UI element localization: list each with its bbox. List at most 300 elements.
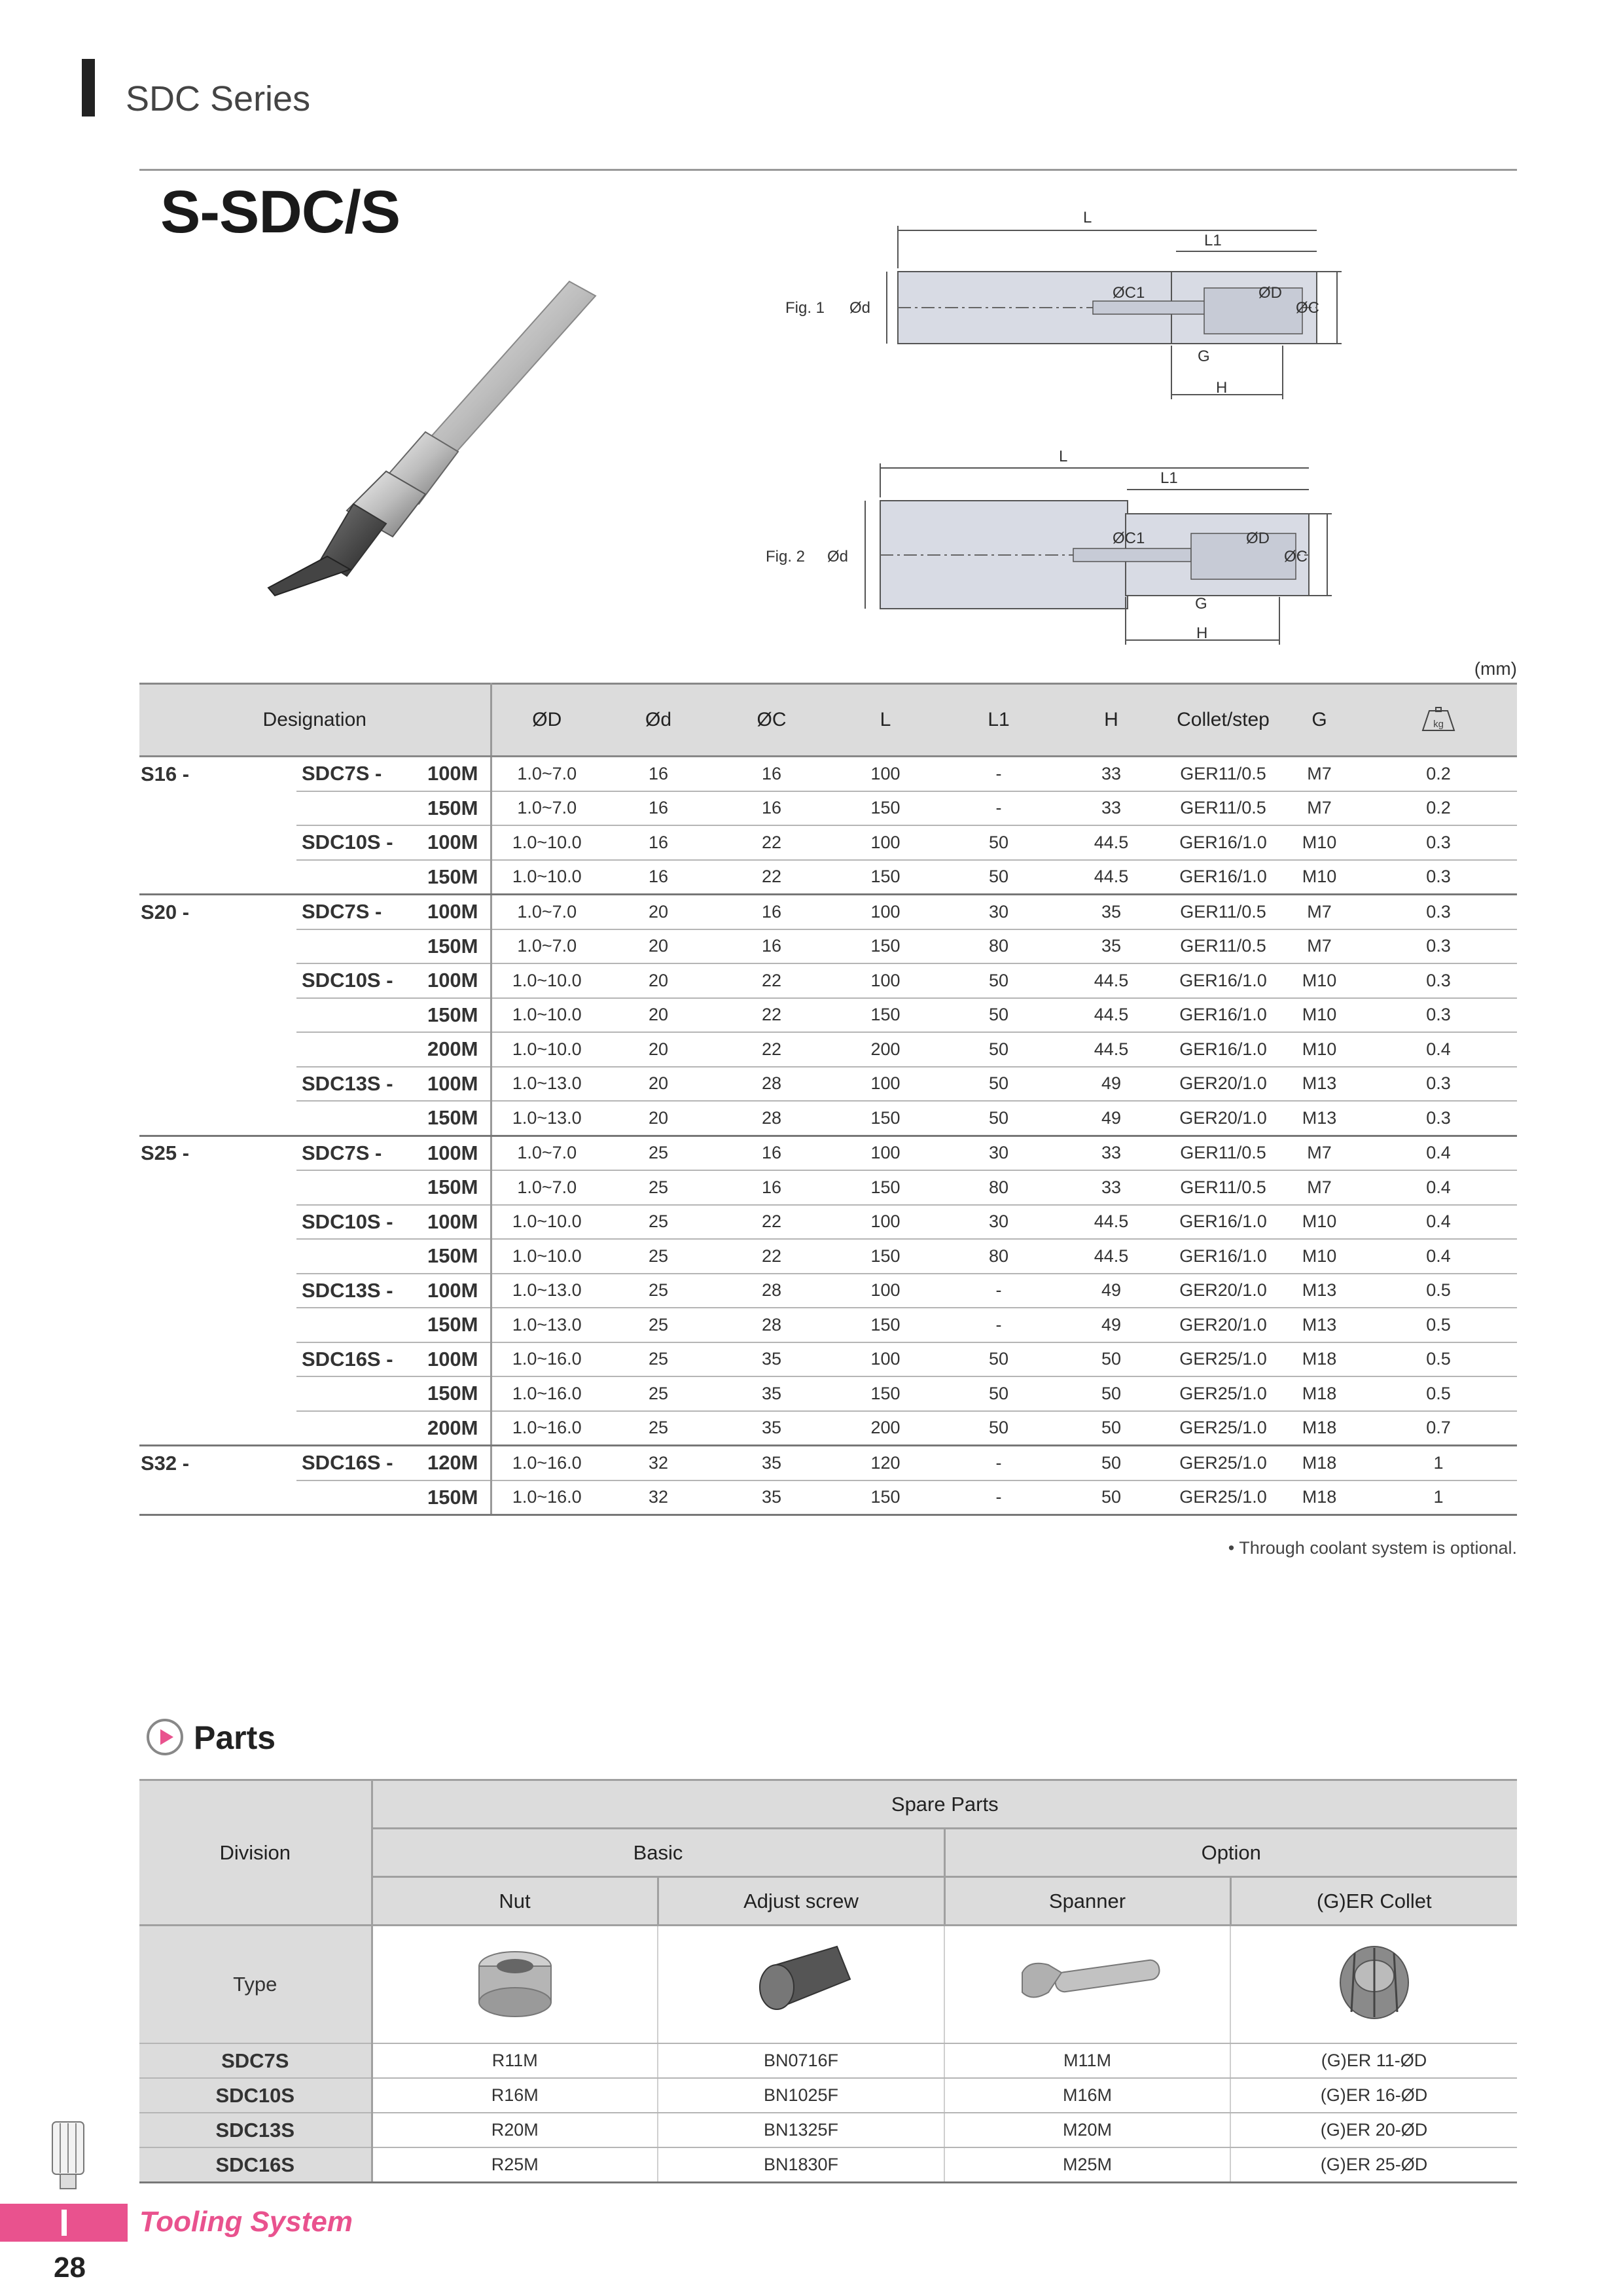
parts-type-row: [139, 1926, 1517, 2044]
cell-OD: 1.0~10.0: [491, 825, 602, 860]
collet-image: [1230, 1926, 1517, 2044]
cell-L: 150: [829, 1239, 942, 1274]
cell-L: 100: [829, 1067, 942, 1102]
cell-G: M10: [1279, 1032, 1360, 1067]
cell-collet-step: GER11/0.5: [1168, 1136, 1279, 1170]
model: SDC16S -: [296, 1446, 411, 1480]
parts-type-label: Type: [139, 1926, 372, 2044]
length-code: 100M: [411, 757, 491, 791]
cell-L1: -: [942, 1308, 1055, 1342]
cell-G: M7: [1279, 1170, 1360, 1205]
shank-size: [139, 825, 296, 860]
cell-OC: 22: [715, 998, 829, 1033]
cell-L1: -: [942, 1480, 1055, 1515]
length-code: 150M: [411, 929, 491, 964]
cell-weight: 0.5: [1360, 1342, 1517, 1377]
cell-G: M10: [1279, 1205, 1360, 1240]
model: [296, 1308, 411, 1342]
shank-size: [139, 929, 296, 964]
cell-collet-step: GER11/0.5: [1168, 929, 1279, 964]
cell-weight: 0.4: [1360, 1239, 1517, 1274]
cell-OC: 16: [715, 1136, 829, 1170]
cell-weight: 0.4: [1360, 1032, 1517, 1067]
cell-L1: 80: [942, 929, 1055, 964]
cell-L: 150: [829, 998, 942, 1033]
cell-L: 100: [829, 1274, 942, 1308]
model: [296, 1480, 411, 1515]
coolant-note: • Through coolant system is optional.: [1228, 1538, 1517, 1558]
parts-row: [139, 2078, 1517, 2113]
fig1-dim-d: Ød: [849, 299, 871, 317]
cell-OD: 1.0~13.0: [491, 1274, 602, 1308]
section-marker-bar: [82, 59, 95, 117]
nut-code: R20M: [372, 2113, 658, 2147]
shank-size: [139, 1032, 296, 1067]
cell-collet-step: GER16/1.0: [1168, 860, 1279, 895]
nut-code: R16M: [372, 2078, 658, 2113]
shank-size: S25 -: [141, 1141, 190, 1165]
cell-collet-step: GER11/0.5: [1168, 757, 1279, 791]
spanner-icon: [1009, 1946, 1166, 2018]
nut-image: [372, 1926, 658, 2044]
shank-size: [139, 1239, 296, 1274]
cell-L1: 50: [942, 825, 1055, 860]
cell-Od: 32: [602, 1480, 715, 1515]
cell-H: 33: [1055, 757, 1168, 791]
fig2-dim-H: H: [1196, 624, 1208, 642]
cell-OD: 1.0~10.0: [491, 1239, 602, 1274]
cell-OD: 1.0~13.0: [491, 1308, 602, 1342]
cell-H: 33: [1055, 1170, 1168, 1205]
cell-OD: 1.0~13.0: [491, 1067, 602, 1102]
header-divider: [139, 169, 1517, 171]
cell-G: M18: [1279, 1342, 1360, 1377]
cell-weight: 0.3: [1360, 963, 1517, 998]
length-code: 100M: [411, 1205, 491, 1240]
cell-G: M13: [1279, 1067, 1360, 1102]
cell-G: M18: [1279, 1446, 1360, 1480]
cell-Od: 25: [602, 1411, 715, 1446]
adjust-screw-code: BN1325F: [658, 2113, 944, 2147]
fig1-dim-G: G: [1198, 348, 1210, 365]
adjust-screw-icon: [745, 1940, 857, 2025]
collet-icon: [1329, 1940, 1420, 2025]
adjust-screw-code: BN0716F: [658, 2043, 944, 2078]
cell-weight: 0.3: [1360, 860, 1517, 895]
cell-H: 49: [1055, 1067, 1168, 1102]
parts-model: SDC7S: [139, 2043, 372, 2078]
cell-OC: 22: [715, 1032, 829, 1067]
col-designation: Designation: [139, 684, 491, 757]
col-OC: ØC: [715, 684, 829, 757]
weight-icon: [1420, 707, 1457, 733]
shank-size: [139, 791, 296, 826]
fig1-dim-C1: ØC1: [1113, 284, 1145, 302]
cell-OD: 1.0~16.0: [491, 1411, 602, 1446]
spec-row: [139, 860, 1517, 895]
cell-H: 50: [1055, 1446, 1168, 1480]
cell-L1: 80: [942, 1170, 1055, 1205]
fig1-dim-H: H: [1216, 379, 1228, 397]
shank-size: [139, 1308, 296, 1342]
cell-OD: 1.0~10.0: [491, 963, 602, 998]
cell-L1: 50: [942, 1032, 1055, 1067]
cell-weight: 0.5: [1360, 1308, 1517, 1342]
cell-collet-step: GER11/0.5: [1168, 1170, 1279, 1205]
cell-OD: 1.0~7.0: [491, 791, 602, 826]
cell-Od: 20: [602, 895, 715, 929]
cell-G: M10: [1279, 963, 1360, 998]
model: SDC10S -: [296, 1205, 411, 1240]
shank-size: [139, 860, 296, 895]
cell-L1: 50: [942, 963, 1055, 998]
fig2-dim-C1: ØC1: [1113, 529, 1145, 547]
length-code: 100M: [411, 825, 491, 860]
cell-OC: 16: [715, 791, 829, 826]
length-code: 150M: [411, 1101, 491, 1136]
spanner-code: M16M: [944, 2078, 1230, 2113]
model: SDC13S -: [296, 1067, 411, 1102]
cell-H: 50: [1055, 1480, 1168, 1515]
cell-collet-step: GER16/1.0: [1168, 825, 1279, 860]
shank-size: [139, 963, 296, 998]
fig1-dim-L: L: [1083, 209, 1092, 226]
cell-Od: 20: [602, 1032, 715, 1067]
cell-OC: 28: [715, 1308, 829, 1342]
cell-G: M7: [1279, 757, 1360, 791]
figure-2-label: Fig. 2: [766, 548, 806, 565]
cell-weight: 0.7: [1360, 1411, 1517, 1446]
length-code: 150M: [411, 791, 491, 826]
cell-Od: 16: [602, 860, 715, 895]
cell-Od: 20: [602, 963, 715, 998]
spec-row: [139, 1376, 1517, 1411]
cell-OC: 35: [715, 1480, 829, 1515]
parts-model: SDC10S: [139, 2078, 372, 2113]
model: [296, 1170, 411, 1205]
cell-L: 150: [829, 1480, 942, 1515]
cell-L1: 50: [942, 860, 1055, 895]
cell-collet-step: GER16/1.0: [1168, 1239, 1279, 1274]
cell-weight: 1: [1360, 1480, 1517, 1515]
series-title: SDC Series: [126, 79, 311, 118]
cell-G: M13: [1279, 1274, 1360, 1308]
collet-footer-icon: [47, 2119, 89, 2191]
fig1-dim-D: ØD: [1258, 284, 1282, 302]
shank-size: S32 -: [141, 1451, 190, 1475]
parts-model: SDC13S: [139, 2113, 372, 2147]
cell-G: M7: [1279, 1136, 1360, 1170]
adjust-screw-image: [658, 1926, 944, 2044]
cell-OC: 16: [715, 895, 829, 929]
collet-code: (G)ER 20-ØD: [1230, 2113, 1517, 2147]
length-code: 100M: [411, 1342, 491, 1377]
col-L1: L1: [942, 684, 1055, 757]
model: SDC10S -: [296, 963, 411, 998]
spec-row: [139, 1446, 1517, 1480]
fig2-dim-C: ØC: [1284, 548, 1308, 565]
cell-OD: 1.0~13.0: [491, 1101, 602, 1136]
cell-H: 49: [1055, 1101, 1168, 1136]
cell-L: 100: [829, 1205, 942, 1240]
model: SDC10S -: [296, 825, 411, 860]
cell-L: 120: [829, 1446, 942, 1480]
collet-code: (G)ER 11-ØD: [1230, 2043, 1517, 2078]
cell-G: M7: [1279, 791, 1360, 826]
cell-Od: 20: [602, 1101, 715, 1136]
cell-collet-step: GER25/1.0: [1168, 1342, 1279, 1377]
collet-code: (G)ER 16-ØD: [1230, 2078, 1517, 2113]
parts-row: [139, 2113, 1517, 2147]
length-code: 200M: [411, 1411, 491, 1446]
model: SDC7S -: [296, 757, 411, 791]
cell-OD: 1.0~10.0: [491, 1205, 602, 1240]
col-G: G: [1279, 684, 1360, 757]
figure-1-diagram: [753, 196, 1374, 419]
shank-size: [139, 998, 296, 1033]
parts-col-collet: (G)ER Collet: [1230, 1877, 1517, 1926]
cell-G: M13: [1279, 1308, 1360, 1342]
cell-G: M13: [1279, 1101, 1360, 1136]
cell-collet-step: GER20/1.0: [1168, 1101, 1279, 1136]
cell-OC: 22: [715, 1205, 829, 1240]
cell-Od: 16: [602, 791, 715, 826]
model: SDC13S -: [296, 1274, 411, 1308]
shank-size: [139, 1067, 296, 1102]
cell-H: 44.5: [1055, 1032, 1168, 1067]
length-code: 150M: [411, 1480, 491, 1515]
cell-OC: 35: [715, 1342, 829, 1377]
model: [296, 1376, 411, 1411]
cell-L1: 50: [942, 1101, 1055, 1136]
length-code: 100M: [411, 1136, 491, 1170]
parts-row: [139, 2043, 1517, 2078]
cell-H: 49: [1055, 1308, 1168, 1342]
cell-collet-step: GER25/1.0: [1168, 1411, 1279, 1446]
cell-collet-step: GER16/1.0: [1168, 963, 1279, 998]
cell-L1: 50: [942, 1342, 1055, 1377]
length-code: 150M: [411, 1376, 491, 1411]
cell-weight: 0.2: [1360, 791, 1517, 826]
footer-section-title: Tooling System: [139, 2206, 353, 2238]
footer-accent-marker: [62, 2210, 67, 2236]
length-code: 150M: [411, 1308, 491, 1342]
spec-row: [139, 1205, 1517, 1240]
col-H: H: [1055, 684, 1168, 757]
cell-G: M10: [1279, 860, 1360, 895]
cell-collet-step: GER16/1.0: [1168, 1032, 1279, 1067]
cell-Od: 25: [602, 1274, 715, 1308]
cell-H: 33: [1055, 1136, 1168, 1170]
cell-Od: 25: [602, 1136, 715, 1170]
cell-L: 100: [829, 757, 942, 791]
unit-label: (mm): [1474, 658, 1517, 679]
parts-col-adjust-screw: Adjust screw: [658, 1877, 944, 1926]
shank-size: [139, 1205, 296, 1240]
cell-H: 33: [1055, 791, 1168, 826]
cell-L: 200: [829, 1032, 942, 1067]
cell-OC: 22: [715, 963, 829, 998]
model: [296, 860, 411, 895]
cell-H: 35: [1055, 929, 1168, 964]
cell-H: 44.5: [1055, 860, 1168, 895]
nut-code: R11M: [372, 2043, 658, 2078]
cell-OD: 1.0~10.0: [491, 860, 602, 895]
cell-G: M10: [1279, 998, 1360, 1033]
cell-Od: 20: [602, 1067, 715, 1102]
parts-row: [139, 2147, 1517, 2183]
model: SDC16S -: [296, 1342, 411, 1377]
adjust-screw-code: BN1025F: [658, 2078, 944, 2113]
fig2-dim-L: L: [1059, 448, 1068, 465]
length-code: 150M: [411, 860, 491, 895]
figure-2-diagram: [746, 445, 1368, 655]
cell-weight: 0.3: [1360, 825, 1517, 860]
cell-OD: 1.0~10.0: [491, 1032, 602, 1067]
cell-L: 150: [829, 929, 942, 964]
parts-model: SDC16S: [139, 2147, 372, 2183]
cell-collet-step: GER25/1.0: [1168, 1480, 1279, 1515]
product-photo: [229, 268, 635, 609]
cell-H: 49: [1055, 1274, 1168, 1308]
product-title: S-SDC/S: [160, 179, 401, 245]
cell-Od: 25: [602, 1239, 715, 1274]
spec-row: [139, 1308, 1517, 1342]
cell-L1: -: [942, 1446, 1055, 1480]
shank-size: [139, 1376, 296, 1411]
cell-L1: 50: [942, 1376, 1055, 1411]
spec-row: [139, 998, 1517, 1033]
model: [296, 791, 411, 826]
model: [296, 1032, 411, 1067]
cell-weight: 0.4: [1360, 1170, 1517, 1205]
spec-row: [139, 1067, 1517, 1102]
spec-row: [139, 1480, 1517, 1515]
cell-weight: 0.4: [1360, 1136, 1517, 1170]
cell-collet-step: GER25/1.0: [1168, 1376, 1279, 1411]
cell-collet-step: GER20/1.0: [1168, 1274, 1279, 1308]
page-number: 28: [54, 2251, 86, 2284]
cell-weight: 0.2: [1360, 757, 1517, 791]
length-code: 150M: [411, 1239, 491, 1274]
cell-collet-step: GER20/1.0: [1168, 1308, 1279, 1342]
spanner-code: M25M: [944, 2147, 1230, 2183]
cell-OD: 1.0~7.0: [491, 1136, 602, 1170]
cell-H: 44.5: [1055, 825, 1168, 860]
shank-size: [139, 1170, 296, 1205]
cell-L: 100: [829, 895, 942, 929]
model: [296, 998, 411, 1033]
cell-H: 44.5: [1055, 998, 1168, 1033]
cell-Od: 25: [602, 1342, 715, 1377]
cell-weight: 0.3: [1360, 895, 1517, 929]
spec-table: [139, 683, 1517, 1516]
cell-Od: 25: [602, 1205, 715, 1240]
cell-Od: 20: [602, 929, 715, 964]
adjust-screw-code: BN1830F: [658, 2147, 944, 2183]
cell-L1: -: [942, 791, 1055, 826]
shank-size: [139, 1342, 296, 1377]
cell-Od: 25: [602, 1308, 715, 1342]
collet-code: (G)ER 25-ØD: [1230, 2147, 1517, 2183]
cell-G: M18: [1279, 1376, 1360, 1411]
cell-OD: 1.0~10.0: [491, 998, 602, 1033]
length-code: 100M: [411, 895, 491, 929]
length-code: 150M: [411, 998, 491, 1033]
spec-row: [139, 1411, 1517, 1446]
col-L: L: [829, 684, 942, 757]
cell-H: 35: [1055, 895, 1168, 929]
cell-L1: 50: [942, 1067, 1055, 1102]
spec-row: [139, 825, 1517, 860]
cell-OC: 35: [715, 1411, 829, 1446]
spec-row: [139, 963, 1517, 998]
cell-L1: 30: [942, 1205, 1055, 1240]
cell-H: 44.5: [1055, 963, 1168, 998]
cell-L: 150: [829, 791, 942, 826]
cell-L: 200: [829, 1411, 942, 1446]
fig1-dim-C: ØC: [1296, 299, 1319, 317]
shank-size: S16 -: [141, 762, 190, 785]
spec-row: [139, 1342, 1517, 1377]
cell-OD: 1.0~7.0: [491, 929, 602, 964]
cell-OC: 22: [715, 1239, 829, 1274]
cell-OC: 28: [715, 1067, 829, 1102]
shank-size: [139, 1480, 296, 1515]
parts-col-basic: Basic: [372, 1829, 944, 1877]
cell-G: M10: [1279, 1239, 1360, 1274]
model: [296, 929, 411, 964]
cell-L: 150: [829, 1376, 942, 1411]
cell-weight: 0.3: [1360, 929, 1517, 964]
cell-L: 100: [829, 963, 942, 998]
shank-size: [139, 1274, 296, 1308]
cell-L: 150: [829, 860, 942, 895]
cell-G: M7: [1279, 929, 1360, 964]
shank-size: S20 -: [141, 900, 190, 924]
cell-L: 100: [829, 825, 942, 860]
cell-L: 150: [829, 1101, 942, 1136]
cell-L: 150: [829, 1308, 942, 1342]
length-code: 100M: [411, 1067, 491, 1102]
parts-col-option: Option: [944, 1829, 1517, 1877]
length-code: 150M: [411, 1170, 491, 1205]
cell-H: 44.5: [1055, 1239, 1168, 1274]
cell-OD: 1.0~16.0: [491, 1376, 602, 1411]
cell-OD: 1.0~7.0: [491, 757, 602, 791]
nut-icon: [469, 1940, 561, 2025]
cell-OD: 1.0~16.0: [491, 1446, 602, 1480]
cell-weight: 0.3: [1360, 1101, 1517, 1136]
cell-Od: 20: [602, 998, 715, 1033]
cell-OC: 22: [715, 825, 829, 860]
fig2-dim-L1: L1: [1160, 469, 1178, 487]
cell-Od: 16: [602, 757, 715, 791]
cell-collet-step: GER11/0.5: [1168, 895, 1279, 929]
parts-col-spare: Spare Parts: [372, 1780, 1517, 1829]
model: SDC7S -: [296, 895, 411, 929]
figure-1-label: Fig. 1: [785, 299, 825, 317]
cell-Od: 16: [602, 825, 715, 860]
cell-OD: 1.0~7.0: [491, 1170, 602, 1205]
parts-col-division: Division: [139, 1780, 372, 1926]
cell-L1: 30: [942, 895, 1055, 929]
cell-OD: 1.0~16.0: [491, 1480, 602, 1515]
parts-table: [139, 1779, 1517, 2183]
cell-L1: -: [942, 757, 1055, 791]
spanner-code: M11M: [944, 2043, 1230, 2078]
cell-weight: 1: [1360, 1446, 1517, 1480]
